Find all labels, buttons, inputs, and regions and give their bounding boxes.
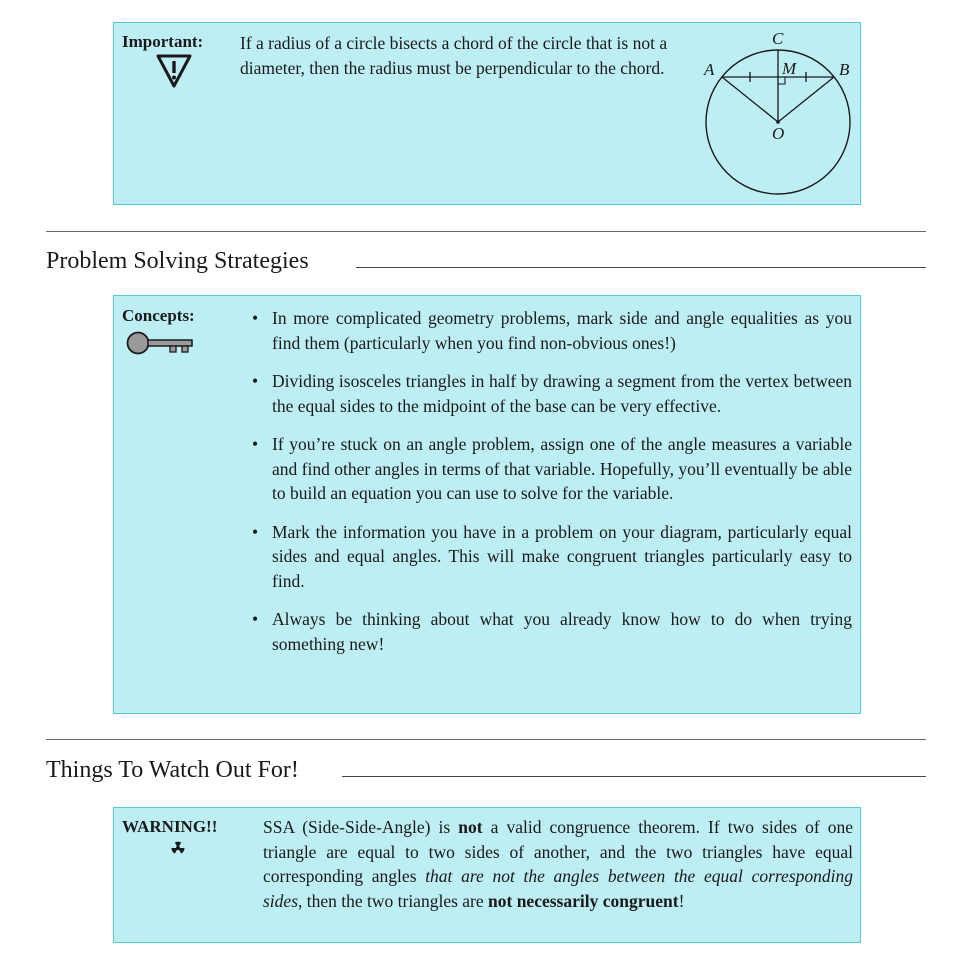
concepts-label: Concepts: <box>122 306 195 325</box>
warning-text-5: , then the two triangles are <box>298 890 489 911</box>
warning-triangle-icon <box>155 53 193 89</box>
bullet: • <box>252 521 259 542</box>
warning-text <box>263 815 853 913</box>
list-item <box>250 520 852 594</box>
concepts-list <box>250 306 852 670</box>
warning-text-4: that are not the angles between the equal corresponding sides <box>263 866 853 911</box>
warning-text-2: not <box>458 817 483 837</box>
circle-chord-figure <box>700 26 860 198</box>
radiation-icon <box>168 838 188 858</box>
bullet: • <box>252 434 259 454</box>
important-label: Important: <box>122 32 204 51</box>
right-angle-mark <box>778 77 785 84</box>
key-icon <box>126 330 196 356</box>
warning-label: WARNING!! <box>122 817 218 836</box>
warning-text-3: a valid congruence theorem. If two sides of one triangle are equal to two sides of another, and the two triangles have equal corresponding angles <box>263 817 853 886</box>
warning-text-7: ! <box>678 890 685 911</box>
list-item-text: In more complicated geometry problems, mark side and angle equalities as you find them (particularly when you find non-obvious ones!) <box>272 308 852 353</box>
warning-text-6: not necessarily congruent <box>488 890 679 911</box>
important-text: If a radius of a circle bisects a chord of the circle that is not a diameter, then the radius must be perpendicular to the chord. <box>240 33 668 78</box>
list-item <box>250 306 852 355</box>
bullet: • <box>252 371 259 391</box>
list-item <box>250 432 852 506</box>
section-divider <box>46 739 926 740</box>
list-item <box>250 607 852 656</box>
radius-ob <box>778 77 834 122</box>
label-b: B <box>839 60 850 79</box>
heading-rule <box>356 267 926 268</box>
list-item-text: Always be thinking about what you already know how to do when trying something new! <box>272 609 852 654</box>
list-item-text: Dividing isosceles triangles in half by drawing a segment from the vertex between the equal sides to the midpoint of the base can be very effective. <box>272 371 852 416</box>
label-m: M <box>782 59 797 78</box>
label-o: O <box>772 124 785 143</box>
label-c: C <box>772 29 784 48</box>
problem-solving-heading: Problem Solving Strategies <box>46 248 309 274</box>
list-item-text: Mark the information you have in a problem on your diagram, particularly equal sides and equal angles. This will make congruent triangles particularly easy to find. <box>272 521 852 591</box>
label-a: A <box>704 60 715 79</box>
list-item <box>250 369 852 418</box>
warning-text-1: SSA (Side-Side-Angle) is <box>263 817 459 837</box>
radius-oa <box>722 77 778 122</box>
heading-rule <box>342 776 926 777</box>
bullet: • <box>252 308 259 328</box>
section-divider <box>46 231 926 232</box>
watch-out-heading: Things To Watch Out For! <box>46 757 299 783</box>
bullet: • <box>252 609 259 629</box>
list-item-text: If you’re stuck on an angle problem, assign one of the angle measures a variable and find other angles in terms of that variable. Hopefully, you’ll eventually be able to build an equation you can use to solve for the variable. <box>272 434 852 503</box>
